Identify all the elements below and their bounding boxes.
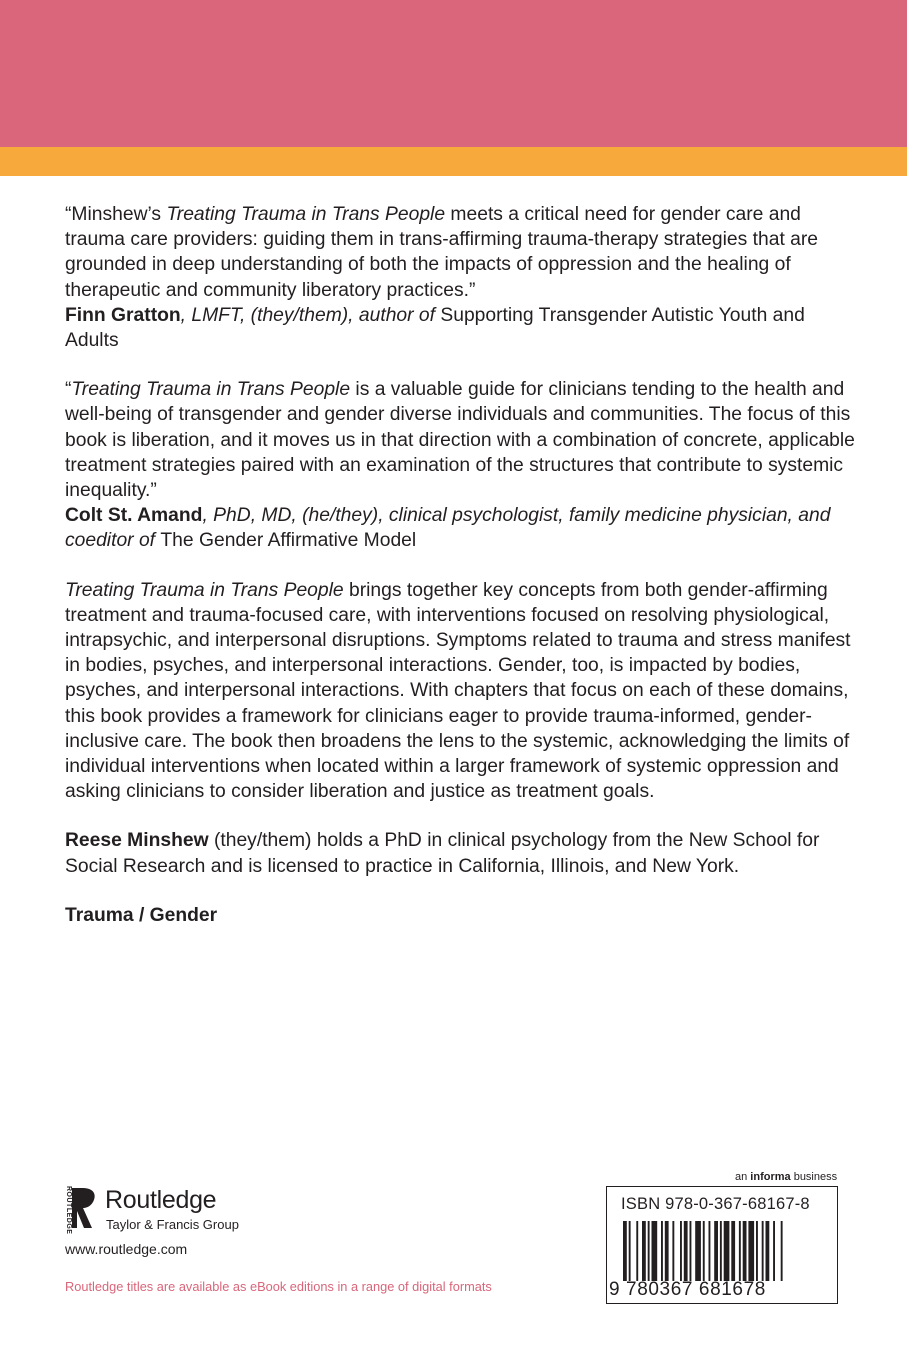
barcode-bar [731, 1221, 735, 1281]
barcode-bar [672, 1221, 674, 1281]
informa-brand: informa [750, 1171, 791, 1183]
barcode-bar [695, 1221, 701, 1281]
orange-stripe [0, 147, 907, 176]
barcode-bar [703, 1221, 705, 1281]
informa-suffix: business [790, 1171, 838, 1183]
book-description [65, 578, 855, 805]
author-name: Reese Minshew [65, 830, 209, 852]
barcode-bar [648, 1221, 650, 1281]
barcode-bar [714, 1221, 718, 1281]
quote-open: “ [65, 379, 72, 401]
barcode-bar [642, 1221, 646, 1281]
endorser-credentials: , LMFT, (they/them), author of [180, 304, 441, 326]
barcode-bar [636, 1221, 638, 1281]
endorser-name: Finn Gratton [65, 304, 181, 326]
book-title: Treating Trauma in Trans People [166, 204, 446, 225]
barcode-bar [766, 1221, 770, 1281]
barcode-bar [748, 1221, 754, 1281]
author-bio [65, 828, 855, 878]
barcode-bar [652, 1221, 658, 1281]
endorser-name: Colt St. Amand [65, 505, 203, 527]
barcode-bar [720, 1221, 722, 1281]
barcode-bar [629, 1221, 631, 1281]
book-title: Treating Trauma in Trans People [71, 379, 351, 401]
back-cover-text [65, 202, 855, 928]
quote-text: is a valuable guide for clinicians tending to the health and well-being of transgender and gender diverse individuals and communities. The focus of this book is liberation, and it moves us in that direction with a combination of concrete, applicable treatment strategies paired with an examination of the structures that contribute to systemic inequality.” [65, 379, 855, 502]
barcode-graphic [623, 1221, 823, 1281]
endorsement-2 [65, 377, 855, 553]
isbn-barcode-box [606, 1186, 838, 1304]
routledge-logo [63, 1184, 263, 1234]
barcode-bar [661, 1221, 663, 1281]
quote-text: meets a critical need for gender care and trauma care providers: guiding them in trans-affirming trauma-therapy strategies that are grounded in deep understanding of both the impacts of oppression and the healing of therapeutic and community liberatory practices.” [65, 204, 819, 301]
endorser-credentials: , PhD, MD, (he/they), clinical psychologist, family medicine physician, and coeditor of [65, 505, 831, 552]
informa-prefix: an [735, 1171, 751, 1183]
barcode-bar [623, 1221, 627, 1281]
barcode-bar [684, 1221, 688, 1281]
barcode-bar [762, 1221, 764, 1281]
publisher-name: Routledge [105, 1186, 217, 1214]
barcode-bar [709, 1221, 711, 1281]
barcode-bar [756, 1221, 758, 1281]
barcode-bar [781, 1221, 783, 1281]
top-color-band [0, 0, 907, 147]
ebook-note: Routledge titles are available as eBook editions in a range of digital formats [65, 1279, 492, 1294]
description-text: brings together key concepts from both gender-affirming treatment and trauma-focused care, with interventions focused on resolving physiological, intrapsychic, and interpersonal disruptions. Symptoms related to trauma and stress manifest in bodies, psyches, and interpersonal interactions. Gender, too, is impacted by bodies, psyches, and interpersonal interactions. With chapters that focus on each of these domains, this book provides a framework for clinicians eager to provide trauma-informed, gender-inclusive care. The book then broadens the lens to the systemic, acknowledging the limits of individual interventions when located within a larger framework of systemic oppression and asking clinicians to consider liberation and justice as treatment goals. [65, 579, 851, 803]
endorser-work: The Gender Affirmative Model [160, 530, 417, 552]
endorser-work: Supporting Transgender Autistic Youth and Adults [65, 304, 805, 352]
publisher-group: Taylor & Francis Group [106, 1217, 239, 1232]
barcode-bar [665, 1221, 669, 1281]
barcode-bar [690, 1221, 692, 1281]
barcode-bar [724, 1221, 730, 1281]
isbn-label: ISBN 978-0-367-68167-8 [621, 1195, 810, 1213]
barcode-digits: 9 780367 681678 [609, 1279, 766, 1300]
book-title: Treating Trauma in Trans People [65, 579, 344, 601]
logo-vertical-text: ROUTLEDGE [65, 1186, 72, 1235]
author-bio-text: (they/them) holds a PhD in clinical psychology from the New School for Social Research and is licensed to practice in California, Illinois, and New York. [65, 830, 820, 877]
informa-tagline [735, 1171, 837, 1183]
barcode-bar [773, 1221, 775, 1281]
publisher-website[interactable]: www.routledge.com [65, 1241, 188, 1257]
endorsement-1 [65, 202, 855, 353]
barcode-bar [739, 1221, 741, 1281]
barcode-bar [743, 1221, 747, 1281]
subject-category: Trauma / Gender [65, 904, 218, 926]
barcode-bar [680, 1221, 682, 1281]
quote-open: “Minshew’s [65, 204, 167, 225]
